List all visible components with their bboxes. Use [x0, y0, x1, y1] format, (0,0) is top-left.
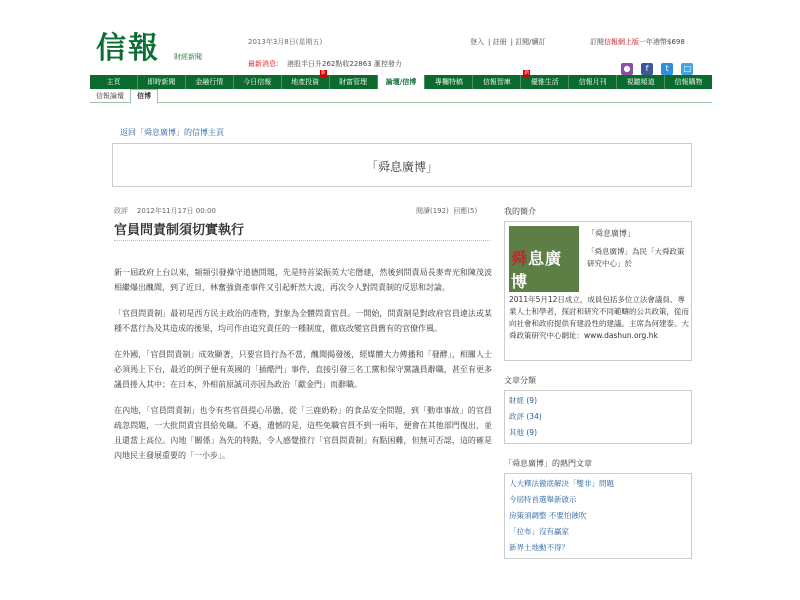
subscribe-link[interactable]: 訂閱/續訂 [515, 38, 546, 46]
category-politics[interactable]: 政評 (34) [509, 412, 542, 421]
article-paragraph: 新一屆政府上台以來，頻頻引發操守道德問題，先是特首梁振英大宅僭建，然後到問責局長麥齊光和陳茂波相繼爆出醜聞，到了近日，林奮強資產事件又引起軒然大波，再次令人對問責制的反思和討論。 [114, 268, 492, 292]
nav-property[interactable]: 地產投資 新 [282, 75, 330, 89]
nav-instant-news[interactable]: 即時新聞 [138, 75, 186, 89]
ticker-text: 港股半日升262點收22863 滙控發力 [287, 60, 402, 68]
article-paragraph: 在外國，「官員問責制」成效顯著，只要官員行為不當，醜聞揭發後，經媒體大力傳播和「發酵」，相關人士必須馬上下台，最近的例子便有英國的「插酷門」事件，直接引發三名工黨和保守黨議員辭職，甚至有更多議員捲入其中；在日本，外相前原誠司亦因為政治「獻金門」而辭職。 [114, 350, 492, 389]
article-title: 官員問責制須切實執行 [114, 223, 245, 238]
article-paragraph: 「官員問責制」最初是西方民主政治的產物，對象為全體問責官員。一開始，問責制是對政府官員違法或某種不當行為及其造成的後果，均可作由追究責任的一種制度，徹底改變官員舊有的官僚作風。 [114, 309, 492, 333]
logo-main: 信報 [96, 31, 160, 66]
new-badge: 新 [320, 70, 326, 76]
promo[interactable]: 訂閱信報網上版一年港幣$698 [590, 38, 685, 46]
site-logo[interactable] [96, 32, 236, 68]
nav-home[interactable]: 主頁 [90, 75, 138, 89]
profile-description: 「舜息廣博」為民「大舜政策研究中心」於 [587, 247, 685, 268]
nav-column[interactable]: 專欄特稿 [425, 75, 473, 89]
categories-heading: 文章分類 [504, 376, 536, 385]
register-link[interactable]: 註冊 [492, 38, 507, 46]
nav-market[interactable]: 金融行情 [186, 75, 234, 89]
nav-think-tank[interactable]: 信報智庫 [473, 75, 521, 89]
categories-box [504, 390, 692, 444]
ticker-label: 最新消息： [248, 60, 283, 68]
article-paragraph: 在內地，「官員問責制」也令有些官員提心吊膽，從「三鹿奶粉」的食品安全問題，到「動車事故」的官員疏忽問題，一大批問責官員給免職。不過，遺憾的是，這些免職官員不到一兩年，便會在其他部門復出，並且還當上高位。內地「關係」為先的特點，令人感覺推行「官員問責制」有點困難，但無可否認，這的確是內地民主發展重要的「一小步」。 [114, 406, 492, 460]
subnav-blog[interactable]: 信博 [130, 89, 158, 104]
new-badge: 新 [524, 70, 530, 76]
banner-title: 「舜息廣博」 [365, 160, 438, 174]
article-meta [114, 206, 216, 216]
profile-box [504, 221, 692, 361]
top-links: 登入 | 註冊 | 訂閱/續訂 [470, 38, 546, 46]
hot-articles-box [504, 473, 692, 559]
nav-monthly[interactable]: 信報月刊 [569, 75, 617, 89]
category-finance[interactable]: 財經 (9) [509, 396, 538, 405]
twitter-icon[interactable]: t [661, 63, 673, 75]
hot-articles-heading: 「舜息廣博」的熱門文章 [504, 459, 592, 468]
nav-shop[interactable]: 信報購物 [674, 78, 703, 86]
nav-lifestyle[interactable]: 新 優雅生活 [521, 75, 569, 89]
divider [114, 240, 490, 241]
mobile-icon[interactable]: □ [681, 63, 693, 75]
sidebar [504, 206, 692, 559]
profile-heading: 我的簡介 [504, 207, 536, 216]
logo-sub: 財經新聞 [174, 53, 202, 61]
blog-banner [112, 143, 692, 187]
profile-logo: 舜息廣博 [509, 226, 579, 292]
hot-article-link[interactable]: 房策須調整 不要怕蝕吹 [509, 511, 587, 520]
category-other[interactable]: 其他 (9) [509, 428, 538, 437]
profile-name: 「舜息廣博」 [587, 229, 635, 238]
profile-description-cont: 2011年5月12日成立，成員包括多位立法會議員、專業人士和學者，探討和研究不同範疇的公共政策，從而向社會和政府提供有建設性的建議。主席為何建泰。大舜政策研究中心網址：www.dashun.org.hk [509, 295, 689, 340]
hot-article-link[interactable]: 今屆特首選舉新啟示 [509, 495, 577, 504]
article-body [114, 265, 492, 474]
hot-article-link[interactable]: 新界土地動不得？ [509, 543, 569, 552]
hot-article-link[interactable]: 人大釋法徹底解決「雙非」問題 [509, 479, 614, 488]
social-icons [618, 56, 693, 75]
hot-article-link[interactable]: 「拉布」沒有贏家 [509, 527, 569, 536]
news-ticker[interactable] [248, 59, 402, 69]
article-stats [416, 206, 477, 216]
subnav-forum[interactable]: 信報論壇 [96, 92, 124, 100]
main-nav [90, 70, 712, 89]
facebook-icon[interactable]: f [641, 63, 653, 75]
article-views: 閱讀(192) [416, 207, 449, 215]
nav-video[interactable]: 視聽頻道 [617, 75, 665, 89]
rss-icon[interactable]: ● [621, 63, 633, 75]
nav-wealth[interactable]: 財富管理 [330, 75, 378, 89]
back-link[interactable]: 返回「舜息廣博」的信博主頁 [120, 128, 224, 137]
nav-today[interactable]: 今日信報 [234, 75, 282, 89]
sub-nav [90, 89, 712, 103]
page [90, 28, 712, 576]
nav-forum-blog[interactable]: 論壇/信博 [378, 75, 426, 89]
login-link[interactable]: 登入 [470, 38, 484, 46]
article-datetime: 2012年11月17日 00:00 [136, 207, 216, 215]
article-replies[interactable]: 回應(5) [453, 207, 478, 215]
header-date: 2013年3月8日(星期五) [248, 38, 323, 46]
article-category[interactable]: 政評 [114, 207, 128, 215]
